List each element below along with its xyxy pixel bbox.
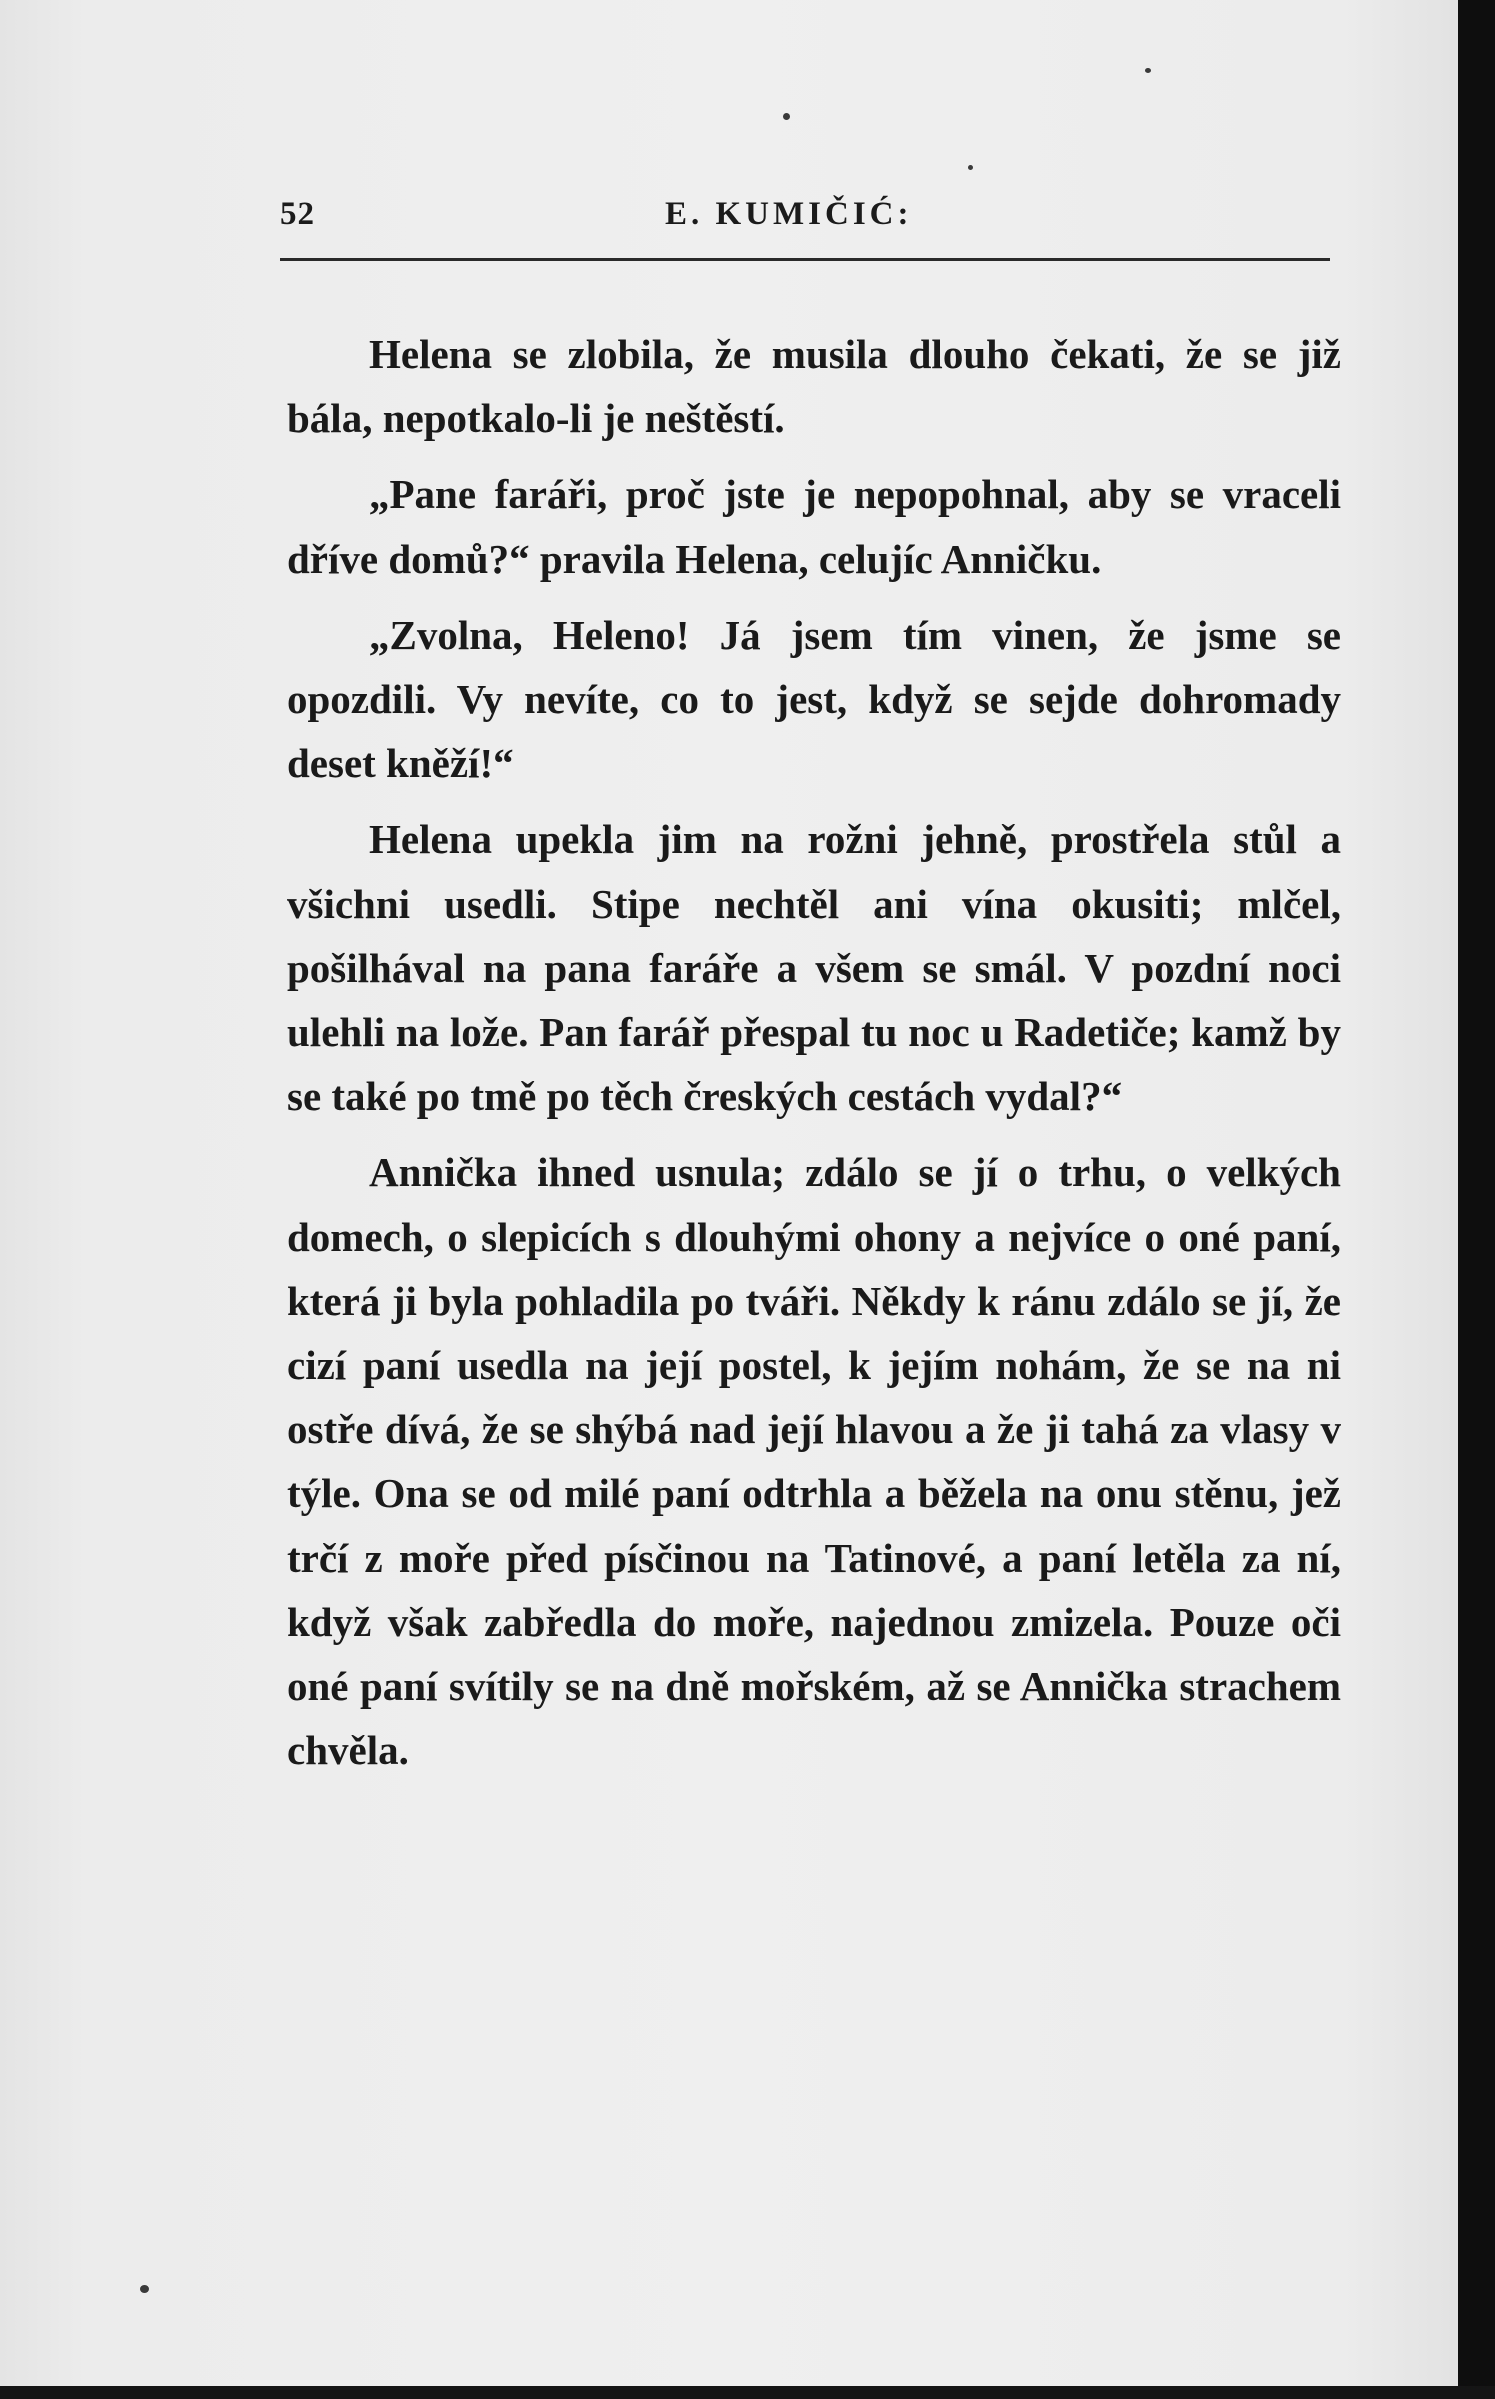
body-text	[287, 322, 1341, 1782]
page-bottom-shadow	[0, 2386, 1495, 2399]
page-number: 52	[280, 196, 315, 232]
print-speck	[968, 165, 973, 170]
print-speck	[1145, 68, 1151, 73]
print-speck	[140, 2285, 149, 2293]
paragraph: „Pane faráři, proč jste je nepopohnal, aby se vraceli dříve domů?“ pravila Helena, celujíc Anničku.	[287, 471, 1341, 582]
header-rule	[280, 258, 1330, 261]
paragraph: Annička ihned usnula; zdálo se jí o trhu, o velkých domech, o slepicích s dlouhými ohony a nejvíce o oné paní, která ji byla pohladila po tváři. Někdy k ránu zdálo se jí, že cizí paní usedla na její postel, k jejím nohám, že se na ni ostře dívá, že se shýbá nad její hlavou a že ji tahá za vlasy v týle. Ona se od milé paní odtrhla a běžela na onu stěnu, jež trčí z moře před písčinou na Tatinové, a paní letěla za ní, když však zabředla do moře, najednou zmizela. Pouze oči oné paní svítily se na dně mořském, až se Annička strachem chvěla.	[287, 1149, 1341, 1774]
running-head: E. KUMIČIĆ:	[665, 196, 913, 232]
page-edge-shadow	[1458, 0, 1495, 2399]
print-speck	[783, 113, 790, 120]
paragraph: „Zvolna, Heleno! Já jsem tím vinen, že jsme se opozdili. Vy nevíte, co to jest, když se sejde dohromady deset kněží!“	[287, 611, 1341, 787]
paragraph: Helena se zlobila, že musila dlouho čekati, že se již bála, nepotkalo-li je neštěstí.	[287, 331, 1341, 442]
paragraph: Helena upekla jim na rožni jehně, prostřela stůl a všichni usedli. Stipe nechtěl ani vína okusiti; mlčel, pošilhával na pana faráře a všem se smál. V pozdní noci ulehli na lože. Pan farář přespal tu noc u Radetiče; kamž by se také po tmě po těch čreských cestách vydal?“	[287, 816, 1341, 1120]
page-header	[280, 196, 1330, 246]
